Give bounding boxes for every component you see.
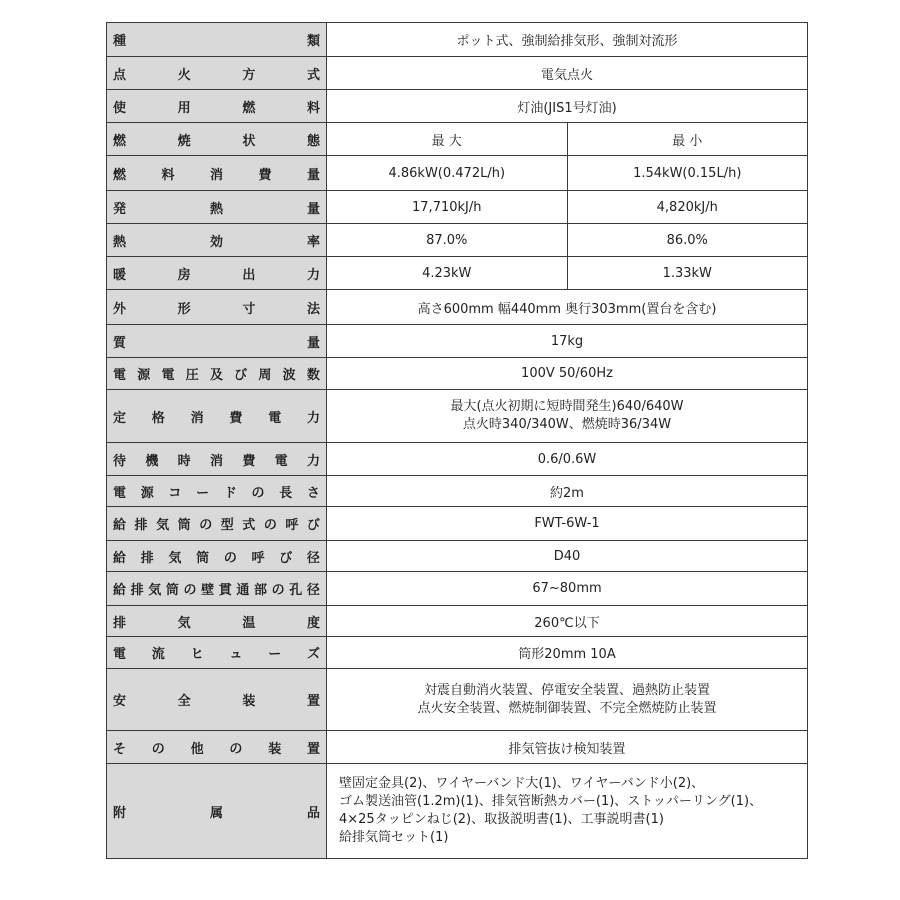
spec-row [107, 23, 808, 57]
spec-label: 燃 料 消 費 量 [113, 167, 320, 183]
spec-label: そ の 他 の 装 置 [113, 741, 320, 757]
spec-value: 260℃以下 [327, 606, 808, 637]
spec-value: 67~80mm [327, 572, 808, 606]
spec-value-line: 点火安全装置、燃焼制御装置、不完全燃焼防止装置 [417, 700, 717, 716]
spec-row [107, 764, 808, 859]
spec-value: FWT-6W-1 [327, 507, 808, 541]
spec-label-cell [107, 669, 327, 731]
spec-row [107, 257, 808, 290]
spec-label-cell [107, 90, 327, 123]
spec-value: 17kg [327, 325, 808, 358]
spec-label-cell [107, 507, 327, 541]
spec-value: ポット式、強制給排気形、強制対流形 [327, 23, 808, 57]
spec-value-line: ゴム製送油管(1.2m)(1)、排気管断熱カバー(1)、ストッパーリング(1)、 [339, 794, 763, 809]
spec-label: 燃 焼 状 態 [113, 133, 320, 149]
spec-label-cell [107, 390, 327, 443]
spec-value-max: 87.0% [327, 224, 568, 257]
spec-label: 質 量 [113, 335, 320, 351]
spec-value-min: 86.0% [567, 224, 808, 257]
spec-value-line: 壁固定金具(2)、ワイヤーバンド大(1)、ワイヤーバンド小(2)、 [339, 776, 705, 791]
spec-row [107, 541, 808, 572]
spec-value: D40 [327, 541, 808, 572]
spec-label-cell [107, 637, 327, 669]
spec-label: 電 源 コ ー ド の 長 さ [113, 485, 320, 501]
spec-value: 排気管抜け検知装置 [327, 731, 808, 764]
spec-label-cell [107, 443, 327, 476]
spec-row [107, 57, 808, 90]
spec-value-min: 1.33kW [567, 257, 808, 290]
spec-label-cell [107, 541, 327, 572]
spec-table [106, 22, 808, 859]
spec-label: 定 格 消 費 電 力 [113, 410, 320, 426]
spec-value-min: 最 小 [567, 123, 808, 156]
spec-value: 0.6/0.6W [327, 443, 808, 476]
spec-value-max: 17,710kJ/h [327, 191, 568, 224]
spec-value: 約2m [327, 476, 808, 507]
spec-label-cell [107, 290, 327, 325]
spec-row [107, 476, 808, 507]
spec-row [107, 731, 808, 764]
spec-label: 給 排 気 筒 の 型 式 の 呼 び [113, 518, 320, 533]
spec-label-cell [107, 156, 327, 191]
spec-row [107, 507, 808, 541]
spec-label-cell [107, 764, 327, 859]
spec-label-cell [107, 731, 327, 764]
spec-label-cell [107, 572, 327, 606]
spec-value-line: 4×25タッピンねじ(2)、取扱説明書(1)、工事説明書(1) [339, 812, 664, 827]
spec-label-cell [107, 123, 327, 156]
spec-value-max: 最 大 [327, 123, 568, 156]
spec-label: 発 熱 量 [113, 201, 320, 217]
spec-row [107, 224, 808, 257]
spec-label: 給 排 気 筒 の 呼 び 径 [113, 550, 320, 566]
spec-row [107, 390, 808, 443]
spec-label-cell [107, 358, 327, 390]
spec-value: 筒形20mm 10A [327, 637, 808, 669]
spec-label: 附 属 品 [113, 805, 320, 821]
spec-label-cell [107, 191, 327, 224]
spec-row [107, 290, 808, 325]
spec-label-cell [107, 23, 327, 57]
spec-label-cell [107, 257, 327, 290]
spec-row [107, 669, 808, 731]
spec-value-line: 給排気筒セット(1) [339, 830, 449, 845]
spec-row [107, 90, 808, 123]
spec-label: 電 流 ヒ ュ ー ズ [113, 647, 320, 662]
spec-label: 待 機 時 消 費 電 力 [113, 453, 320, 469]
spec-value-max: 4.23kW [327, 257, 568, 290]
spec-label: 外 形 寸 法 [113, 301, 320, 317]
spec-label-cell [107, 57, 327, 90]
spec-value: 灯油(JIS1号灯油) [327, 90, 808, 123]
spec-row [107, 325, 808, 358]
spec-value: 電気点火 [327, 57, 808, 90]
spec-value-min: 4,820kJ/h [567, 191, 808, 224]
spec-row [107, 443, 808, 476]
spec-value: 100V 50/60Hz [327, 358, 808, 390]
spec-row [107, 123, 808, 156]
spec-value-line: 最大(点火初期に短時間発生)640/640W [450, 399, 684, 414]
spec-value-line: 点火時340/340W、燃焼時36/34W [462, 417, 672, 432]
spec-value-min: 1.54kW(0.15L/h) [567, 156, 808, 191]
spec-label: 種 類 [113, 34, 320, 49]
spec-row [107, 358, 808, 390]
spec-value [327, 390, 808, 443]
spec-value-max: 4.86kW(0.472L/h) [327, 156, 568, 191]
spec-value [327, 764, 808, 859]
spec-label-cell [107, 606, 327, 637]
spec-row [107, 637, 808, 669]
spec-label: 暖 房 出 力 [113, 267, 320, 283]
spec-label-cell [107, 476, 327, 507]
spec-row [107, 606, 808, 637]
spec-value [327, 669, 808, 731]
spec-value: 高さ600mm 幅440mm 奥行303mm(置台を含む) [327, 290, 808, 325]
spec-label: 電 源 電 圧 及 び 周 波 数 [113, 368, 320, 383]
spec-label: 使 用 燃 料 [113, 100, 320, 116]
spec-label: 安 全 装 置 [113, 694, 320, 709]
spec-row [107, 156, 808, 191]
spec-row [107, 191, 808, 224]
spec-label: 熱 効 率 [113, 234, 320, 250]
spec-value-line: 対震自動消火装置、停電安全装置、過熱防止装置 [423, 682, 710, 698]
spec-row [107, 572, 808, 606]
spec-label-cell [107, 224, 327, 257]
spec-label: 排 気 温 度 [113, 615, 320, 631]
spec-label: 給 排 気 筒 の 壁 貫 通 部 の 孔 径 [113, 583, 320, 598]
spec-label: 点 火 方 式 [113, 67, 320, 83]
spec-label-cell [107, 325, 327, 358]
